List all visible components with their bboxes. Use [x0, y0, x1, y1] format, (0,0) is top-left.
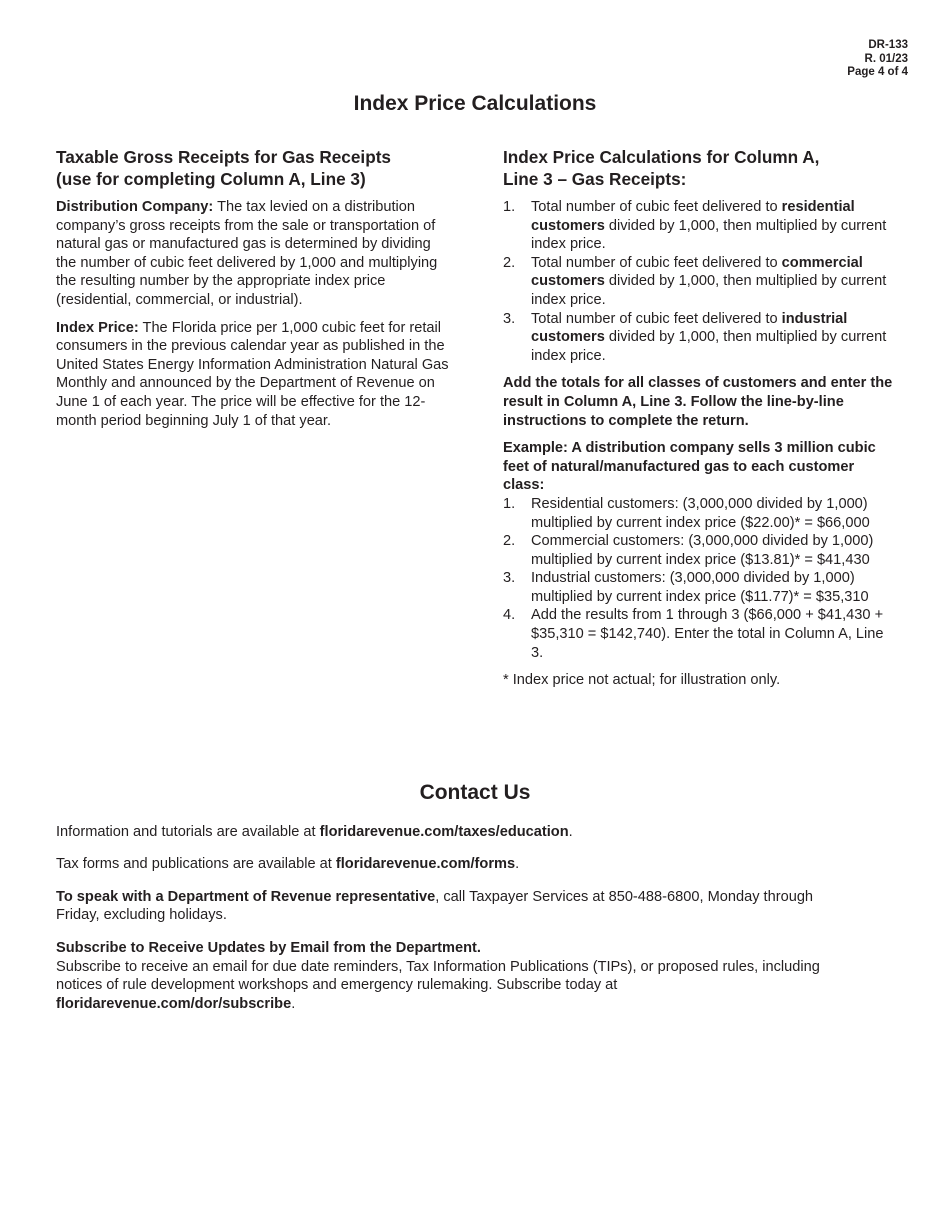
education-info: Information and tutorials are available at floridarevenue.com/taxes/education. — [56, 823, 573, 840]
calculation-step: 1. Total number of cubic feet delivered to residential customers divided by 1,000, then multiplied by current index price. — [503, 199, 887, 253]
right-heading-line2: Line 3 – Gas Receipts: — [503, 169, 687, 189]
left-heading-line1: Taxable Gross Receipts for Gas Receipts — [56, 147, 391, 167]
subscribe-info: Subscribe to receive an email for due date reminders, Tax Information Publications (TIPs), or proposed rules, including notices of rule development workshops and emergency rulemaking. Subscribe today at floridarevenue.com/dor/subscribe. — [56, 958, 820, 1012]
totals-instruction: Add the totals for all classes of customers and enter the result in Column A, Line 3. Follow the line-by-line instructions to complete the return. — [503, 375, 893, 429]
distribution-company-text: The tax levied on a distribution company’s gross receipts from the sale or transportation of natural gas or manufactured gas is determined by dividing the number of cubic feet delivered by 1,000 and multiplying the resulting number by the appropriate index price (residential, commercial, or industrial). — [56, 199, 438, 308]
calculation-steps — [503, 198, 899, 365]
example-list — [503, 495, 899, 662]
index-price-paragraph — [56, 319, 450, 431]
forms-link[interactable]: floridarevenue.com/forms — [335, 856, 516, 873]
page-number: Page 4 of 4 — [847, 66, 908, 78]
subscribe-heading: Subscribe to Receive Updates by Email from the Department. — [56, 939, 481, 956]
contact-section — [56, 781, 836, 1027]
calculation-step: 2. Total number of cubic feet delivered to commercial customers divided by 1,000, then multiplied by current index price. — [503, 254, 887, 308]
footnote: * Index price not actual; for illustration only. — [503, 672, 781, 689]
example-item: 2. Commercial customers: (3,000,000 divided by 1,000) multiplied by current index price ($13.81)* = $41,430 — [503, 533, 874, 568]
subscribe-link[interactable]: floridarevenue.com/dor/subscribe — [56, 995, 292, 1012]
left-column — [56, 146, 450, 439]
right-heading — [503, 146, 899, 190]
index-price-text: The Florida price per 1,000 cubic feet for retail consumers in the previous calendar year as published in the United States Energy Information Administration Natural Gas Monthly and announced by the Department of Revenue on June 1 of each year. The price will be effective for the 12-month period beginning July 1 of that year. — [56, 319, 449, 429]
form-identifier — [847, 39, 908, 80]
example-item: 4. Add the results from 1 through 3 ($66,000 + $41,430 + $35,310 = $142,740). Enter the total in Column A, Line 3. — [503, 607, 884, 661]
distribution-company-paragraph — [56, 198, 450, 310]
education-link[interactable]: floridarevenue.com/taxes/education — [319, 823, 569, 840]
right-column — [503, 146, 899, 699]
form-code: DR-133 — [868, 39, 908, 51]
representative-info: To speak with a Department of Revenue representative, call Taxpayer Services at 850-488-6800, Monday through Friday, excluding holidays. — [56, 888, 814, 924]
right-heading-line1: Index Price Calculations for Column A, — [503, 147, 820, 167]
forms-info: Tax forms and publications are available at floridarevenue.com/forms. — [56, 856, 520, 873]
calculation-step: 3. Total number of cubic feet delivered to industrial customers divided by 1,000, then multiplied by current index price. — [503, 310, 887, 364]
page-title: Index Price Calculations — [353, 92, 597, 115]
example-item: 3. Industrial customers: (3,000,000 divided by 1,000) multiplied by current index price ($11.77)* = $35,310 — [503, 570, 869, 605]
left-heading-line2: (use for completing Column A, Line 3) — [56, 169, 366, 189]
left-heading — [56, 146, 450, 190]
representative-label: To speak with a Department of Revenue representative — [56, 888, 436, 905]
form-revision: R. 01/23 — [864, 52, 908, 65]
example-heading: Example: A distribution company sells 3 million cubic feet of natural/manufactured gas to each customer class: — [503, 440, 876, 494]
contact-heading: Contact Us — [419, 781, 531, 804]
distribution-company-label: Distribution Company: — [56, 199, 214, 215]
example-item: 1. Residential customers: (3,000,000 divided by 1,000) multiplied by current index price ($22.00)* = $66,000 — [503, 495, 870, 531]
index-price-label: Index Price: — [56, 319, 139, 336]
